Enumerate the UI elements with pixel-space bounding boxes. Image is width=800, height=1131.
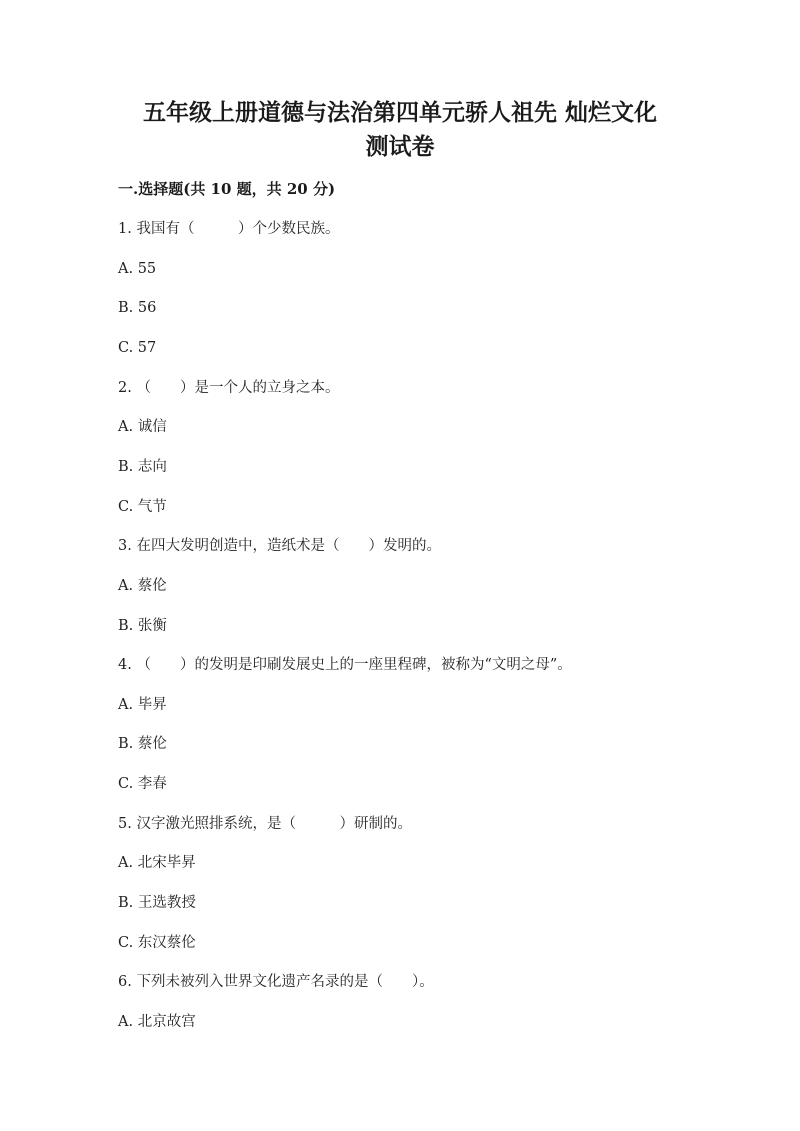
question-2-option-c: C. 气节 [118, 499, 167, 515]
question-2-option-a: A. 诚信 [118, 419, 167, 435]
question-3-option-a: A. 蔡伦 [118, 578, 167, 594]
question-3-option-b: B. 张衡 [118, 618, 167, 634]
question-3-stem: 3. 在四大发明创造中，造纸术是（ ）发明的。 [118, 538, 441, 554]
question-5-stem: 5. 汉字激光照排系统，是（ ）研制的。 [118, 816, 412, 832]
section-heading: 一.选择题(共 10 题，共 20 分) [118, 180, 336, 198]
page-title-continued: 测试卷 [365, 133, 435, 160]
question-2-option-b: B. 志向 [118, 459, 167, 475]
question-4-option-b: B. 蔡伦 [118, 736, 167, 752]
page-title: 五年级上册道德与法治第四单元骄人祖先 灿烂文化 [142, 99, 657, 126]
question-4-stem: 4. （ ）的发明是印刷发展史上的一座里程碑，被称为“文明之母”。 [118, 657, 572, 673]
question-1-option-c: C. 57 [118, 340, 157, 356]
question-4-option-a: A. 毕昇 [118, 697, 167, 713]
question-2-stem: 2. （ ）是一个人的立身之本。 [118, 380, 340, 396]
question-4-option-c: C. 李春 [118, 776, 167, 792]
question-6-stem: 6. 下列未被列入世界文化遗产名录的是（ ）。 [118, 974, 434, 990]
question-1-option-b: B. 56 [118, 300, 157, 316]
question-5-option-b: B. 王选教授 [118, 895, 196, 911]
question-6-option-a: A. 北京故宫 [118, 1014, 196, 1030]
question-1-option-a: A. 55 [118, 261, 157, 277]
question-5-option-c: C. 东汉蔡伦 [118, 935, 196, 951]
question-1-stem: 1. 我国有（ ）个少数民族。 [118, 221, 340, 237]
question-5-option-a: A. 北宋毕昇 [118, 855, 196, 871]
